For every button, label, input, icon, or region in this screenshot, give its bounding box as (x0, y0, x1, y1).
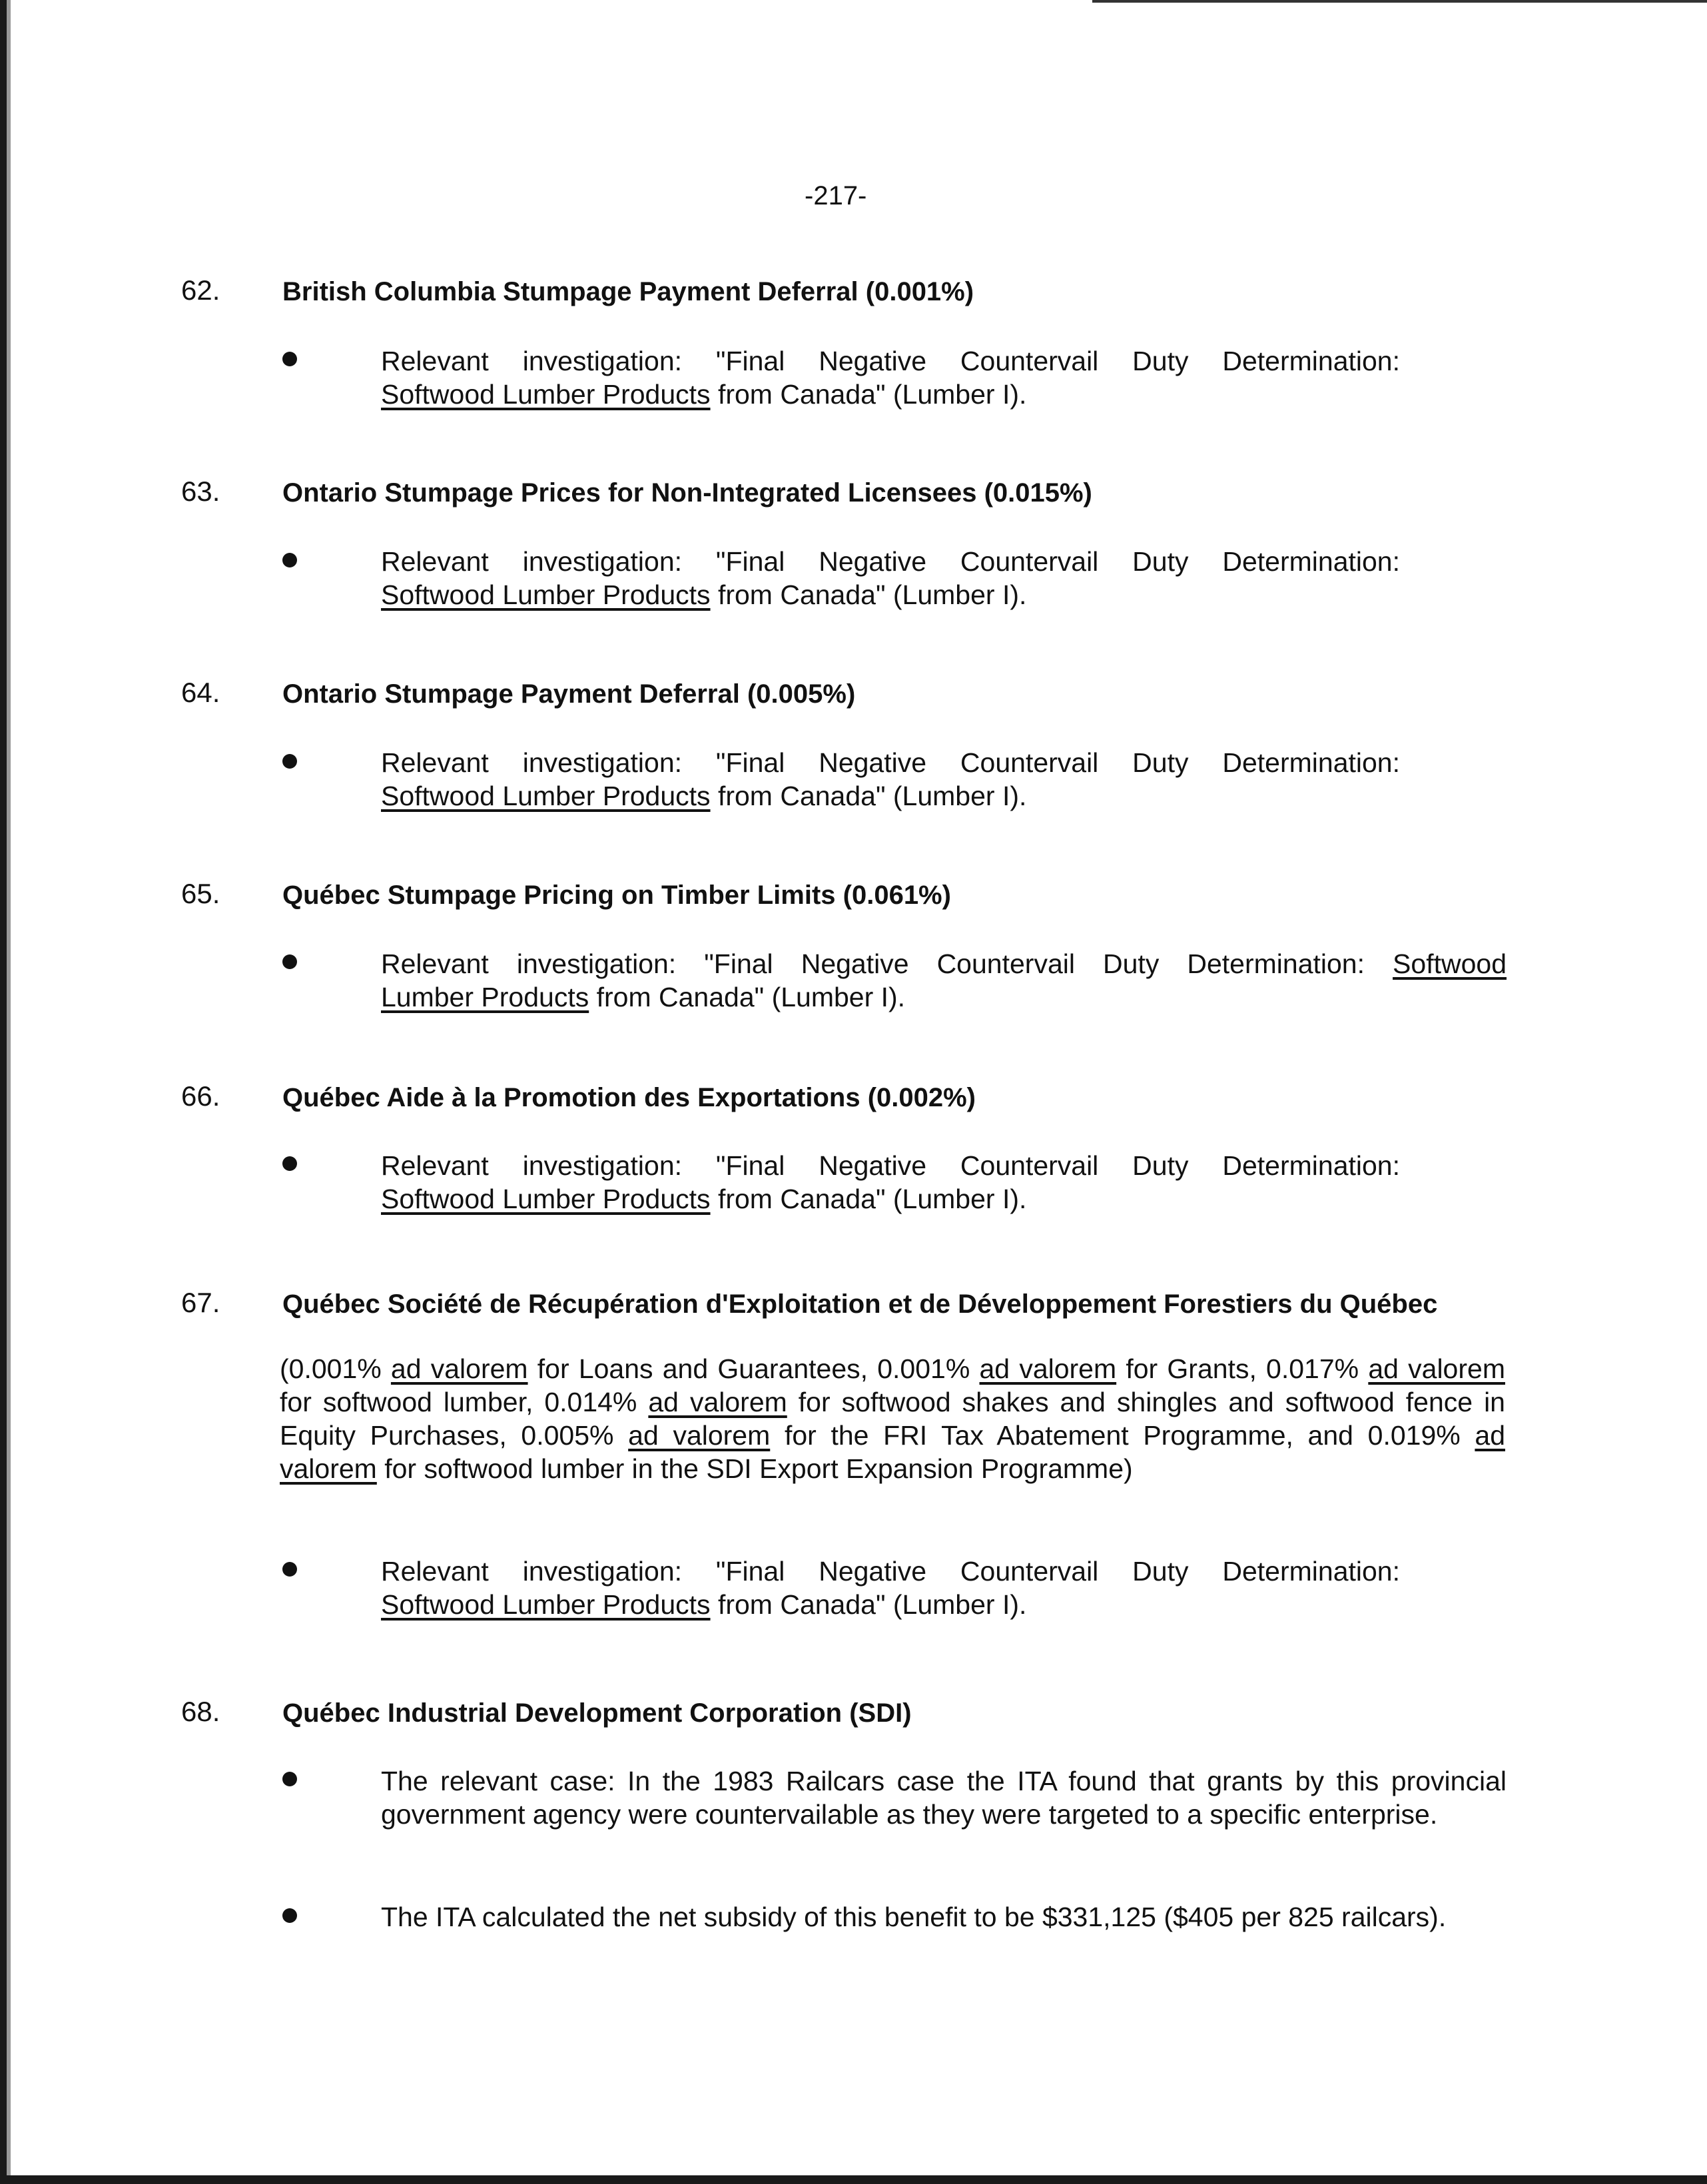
bullet-dot (282, 954, 297, 969)
bullet-text (381, 746, 1400, 813)
bullet-dot (282, 1562, 297, 1577)
case-title: Softwood (1393, 948, 1507, 979)
page-number: -217- (805, 181, 867, 210)
bullet-line: Relevant investigation: "Final Negative Countervail Duty Determination: (381, 747, 1400, 778)
item-heading: Québec Industrial Development Corporation (SDI) (282, 1698, 912, 1728)
bullet-tail: from Canada" (Lumber I). (710, 1589, 1027, 1620)
ad-valorem: ad valorem (1368, 1353, 1505, 1384)
item-heading: British Columbia Stumpage Payment Deferral (0.001%) (282, 277, 974, 306)
item-number: 63. (181, 476, 220, 507)
bullet-text: The ITA calculated the net subsidy of this benefit to be $331,125 ($405 per 825 railcars). (381, 1902, 1447, 1932)
case-title: Softwood Lumber Products (381, 579, 711, 610)
item-paragraph (280, 1352, 1505, 1485)
bullet-dot (282, 1156, 297, 1171)
scan-border-left-shadow (7, 0, 11, 2184)
bullet-line (381, 779, 1400, 813)
bullet-dot (282, 553, 297, 567)
item-heading: Ontario Stumpage Payment Deferral (0.005%) (282, 679, 856, 709)
bullet-text (381, 1555, 1400, 1621)
scan-border-left (0, 0, 7, 2184)
case-title: Softwood Lumber Products (381, 1184, 711, 1214)
ad-valorem: ad valorem (390, 1353, 528, 1384)
bullet-dot (282, 1908, 297, 1923)
ad-valorem: ad valorem (979, 1353, 1117, 1384)
case-title: Softwood Lumber Products (381, 1589, 711, 1620)
bullet-line (381, 378, 1400, 411)
bullet-tail: from Canada" (Lumber I). (710, 379, 1027, 410)
bullet-dot (282, 352, 297, 366)
case-title: Softwood Lumber Products (381, 379, 711, 410)
bullet-line: Relevant investigation: "Final Negative Countervail Duty Determination: (381, 346, 1400, 376)
bullet-text (381, 545, 1400, 611)
item-number: 67. (181, 1287, 220, 1318)
bullet-dot (282, 754, 297, 769)
bullet-dot (282, 1772, 297, 1786)
bullet-text (381, 1149, 1400, 1216)
bullet-line (381, 980, 1507, 1014)
item-heading: Québec Stumpage Pricing on Timber Limits (0.061%) (282, 881, 951, 910)
para-text: (0.001% (280, 1353, 391, 1384)
item-number: 62. (181, 274, 220, 306)
bullet-line: Relevant investigation: "Final Negative Countervail Duty Determination: (381, 1150, 1400, 1181)
para-text: for softwood lumber, 0.014% (280, 1387, 649, 1417)
case-title: Softwood Lumber Products (381, 781, 711, 811)
bullet-tail: from Canada" (Lumber I). (710, 579, 1027, 610)
item-heading: Ontario Stumpage Prices for Non-Integrated Licensees (0.015%) (282, 478, 1092, 508)
bullet-text: The relevant case: In the 1983 Railcars case the ITA found that grants by this provincial government agency were countervailable as they were targeted to a specific enterprise. (381, 1766, 1507, 1830)
item-number: 64. (181, 677, 220, 708)
bullet-tail: from Canada" (Lumber I). (710, 781, 1027, 811)
scan-border-bottom (0, 2175, 1707, 2184)
bullet-text (381, 947, 1507, 1014)
para-text: for softwood shakes and shingles and softwood fence in Equity Purchases, 0.005% (280, 1387, 1505, 1451)
scan-border-top (1092, 0, 1707, 3)
bullet-line (381, 1182, 1400, 1216)
ad-valorem: ad valorem (648, 1387, 787, 1417)
bullet-line: Relevant investigation: "Final Negative Countervail Duty Determination: (381, 1556, 1400, 1587)
item-number: 66. (181, 1080, 220, 1112)
bullet-line (381, 578, 1400, 611)
item-number: 68. (181, 1696, 220, 1727)
item-heading: Québec Aide à la Promotion des Exportations (0.002%) (282, 1083, 976, 1112)
bullet-line (381, 1588, 1400, 1621)
para-text: for the FRI Tax Abatement Programme, and 0.019% (770, 1420, 1475, 1451)
para-text: for Loans and Guarantees, 0.001% (527, 1353, 980, 1384)
case-title: Lumber Products (381, 982, 589, 1012)
bullet-line: Relevant investigation: "Final Negative Countervail Duty Determination: (381, 546, 1400, 577)
bullet-line (381, 947, 1507, 980)
bullet-tail: from Canada" (Lumber I). (710, 1184, 1027, 1214)
item-number: 65. (181, 878, 220, 909)
bullet-lead: Relevant investigation: "Final Negative Countervail Duty Determination: (381, 948, 1393, 979)
bullet-tail: from Canada" (Lumber I). (589, 982, 906, 1012)
para-text: for softwood lumber in the SDI Export Expansion Programme) (376, 1453, 1133, 1484)
ad-valorem: ad valorem (280, 1420, 1505, 1484)
para-text: for Grants, 0.017% (1116, 1353, 1369, 1384)
ad-valorem: ad valorem (628, 1420, 771, 1451)
item-heading: Québec Société de Récupération d'Exploitation et de Développement Forestiers du Québec (282, 1289, 1438, 1319)
bullet-text (381, 344, 1400, 411)
